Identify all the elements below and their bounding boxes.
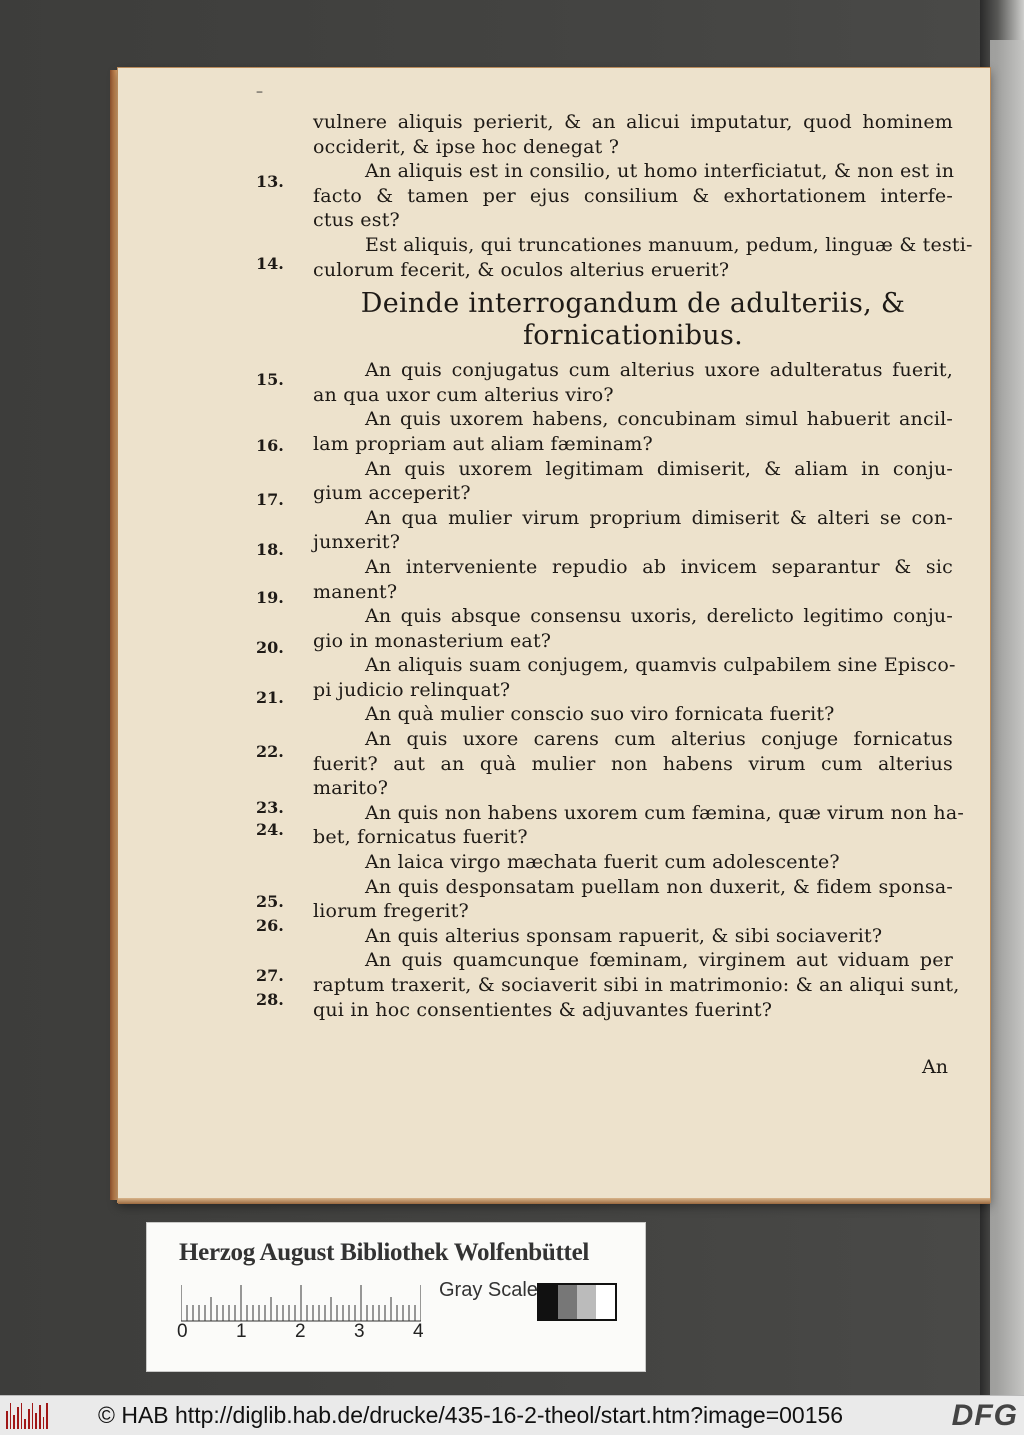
margin-number: 21. bbox=[256, 688, 284, 707]
hab-barcode-logo-icon bbox=[6, 1403, 48, 1429]
footer-bar bbox=[0, 1395, 1024, 1435]
copyright-url: © HAB http://diglib.hab.de/drucke/435-16-2-theol/start.htm?image=00156 bbox=[98, 1402, 844, 1428]
text-line: liorum fregerit? bbox=[313, 900, 469, 923]
text-line: An aliquis suam conjugem, quamvis culpabilem sine Episco- bbox=[365, 654, 956, 677]
text-line: raptum traxerit, & sociaverit sibi in matrimonio: & an aliqui sunt, bbox=[313, 974, 960, 996]
margin-number: 23. bbox=[256, 798, 284, 817]
page-text bbox=[313, 110, 973, 1022]
scale-number: 4 bbox=[413, 1321, 424, 1342]
margin-number: 22. bbox=[256, 742, 284, 761]
gray-swatch bbox=[577, 1285, 596, 1319]
margin-number: 24. bbox=[256, 820, 284, 839]
text-line: Est aliquis, qui truncationes manuum, pedum, linguæ & testi- bbox=[365, 233, 973, 256]
text-line: qui in hoc consentientes & adjuvantes fuerint? bbox=[313, 998, 773, 1021]
catchword: An bbox=[922, 1056, 948, 1078]
text-line: junxerit? bbox=[313, 531, 401, 554]
scale-number: 3 bbox=[354, 1321, 365, 1342]
text-line: gio in monasterium eat? bbox=[313, 629, 552, 652]
text-line: an qua uxor cum alterius viro? bbox=[313, 383, 614, 406]
cover-board-edge bbox=[990, 40, 1024, 1395]
page-edge-bottom bbox=[118, 1198, 990, 1204]
margin-number: 26. bbox=[256, 916, 284, 935]
text-line: pi judicio relinquat? bbox=[313, 678, 511, 701]
margin-number: 16. bbox=[256, 436, 284, 455]
heading-line: fornicationibus. bbox=[522, 320, 744, 352]
margin-number: 25. bbox=[256, 892, 284, 911]
text-line: An quis uxorem legitimam dimiserit, & aliam in conju- bbox=[365, 457, 953, 480]
margin-number: 19. bbox=[256, 588, 284, 607]
scale-number: 1 bbox=[236, 1321, 247, 1342]
margin-number: 13. bbox=[256, 172, 284, 191]
margin-number: 27. bbox=[256, 966, 284, 985]
text-line: marito? bbox=[313, 777, 389, 800]
text-line: An quis alterius sponsam rapuerit, & sibi sociaverit? bbox=[365, 924, 883, 947]
section-heading bbox=[313, 288, 953, 352]
text-line: An quis absque consensu uxoris, derelicto legitimo conju- bbox=[365, 605, 953, 628]
heading-line: Deinde interrogandum de adulteriis, & bbox=[360, 288, 906, 320]
text-line: An quis non habens uxorem cum fæmina, quæ virum non ha- bbox=[365, 801, 964, 824]
scale-number: 2 bbox=[295, 1321, 306, 1342]
margin-number: 14. bbox=[256, 254, 284, 273]
margin-number: 15. bbox=[256, 370, 284, 389]
gray-swatch bbox=[539, 1285, 558, 1319]
text-line: An laica virgo mæchata fuerit cum adolescente? bbox=[365, 851, 840, 874]
text-line: An quis conjugatus cum alterius uxore adulteratus fuerit, bbox=[365, 359, 953, 382]
library-name: Herzog August Bibliothek Wolfenbüttel bbox=[179, 1239, 590, 1266]
text-line: An quis desponsatam puellam non duxerit, & fidem sponsa- bbox=[365, 875, 953, 898]
color-reference-card bbox=[146, 1222, 646, 1372]
margin-number: 28. bbox=[256, 990, 284, 1009]
scale-number: 0 bbox=[177, 1321, 188, 1342]
text-line: ctus est? bbox=[313, 209, 400, 232]
gray-swatch bbox=[596, 1285, 615, 1319]
text-line: An aliquis est in consilio, ut homo interficiatut, & non est in bbox=[365, 160, 955, 183]
text-line: lam propriam aut aliam fæminam? bbox=[313, 432, 653, 455]
text-line: occiderit, & ipse hoc denegat ? bbox=[313, 135, 620, 158]
gray-swatch bbox=[558, 1285, 577, 1319]
text-line: An interveniente repudio ab invicem separantur & sic bbox=[365, 555, 953, 578]
text-line: bet, fornicatus fuerit? bbox=[313, 826, 528, 849]
gray-scale-swatches bbox=[537, 1283, 617, 1321]
text-line: An quis uxore carens cum alterius conjuge fornicatus bbox=[365, 728, 953, 751]
gray-scale-label: Gray Scale bbox=[439, 1279, 538, 1301]
text-line: An quis uxorem habens, concubinam simul habuerit ancil- bbox=[365, 408, 953, 431]
margin-number: 18. bbox=[256, 540, 284, 559]
text-line: manent? bbox=[313, 580, 398, 603]
margin-number: 17. bbox=[256, 490, 284, 509]
text-line: gium acceperit? bbox=[313, 482, 471, 505]
margin-number: 20. bbox=[256, 638, 284, 657]
text-line: An quà mulier conscio suo viro fornicata fuerit? bbox=[365, 703, 835, 726]
text-line: culorum fecerit, & oculos alterius eruerit? bbox=[313, 258, 730, 281]
dfg-logo: DFG bbox=[951, 1399, 1018, 1432]
page-dash: – bbox=[256, 84, 263, 100]
text-line: An quis quamcunque fœminam, virginem aut viduam per bbox=[365, 949, 953, 972]
ruler-scale bbox=[181, 1285, 421, 1323]
text-line: facto & tamen per ejus consilium & exhortationem interfe- bbox=[313, 184, 953, 207]
text-line: vulnere aliquis perierit, & an alicui imputatur, quod hominem bbox=[313, 111, 953, 133]
text-line: An qua mulier virum proprium dimiserit & alteri se con- bbox=[365, 506, 953, 529]
text-line: fuerit? aut an quà mulier non habens virum cum alterius bbox=[313, 752, 953, 775]
